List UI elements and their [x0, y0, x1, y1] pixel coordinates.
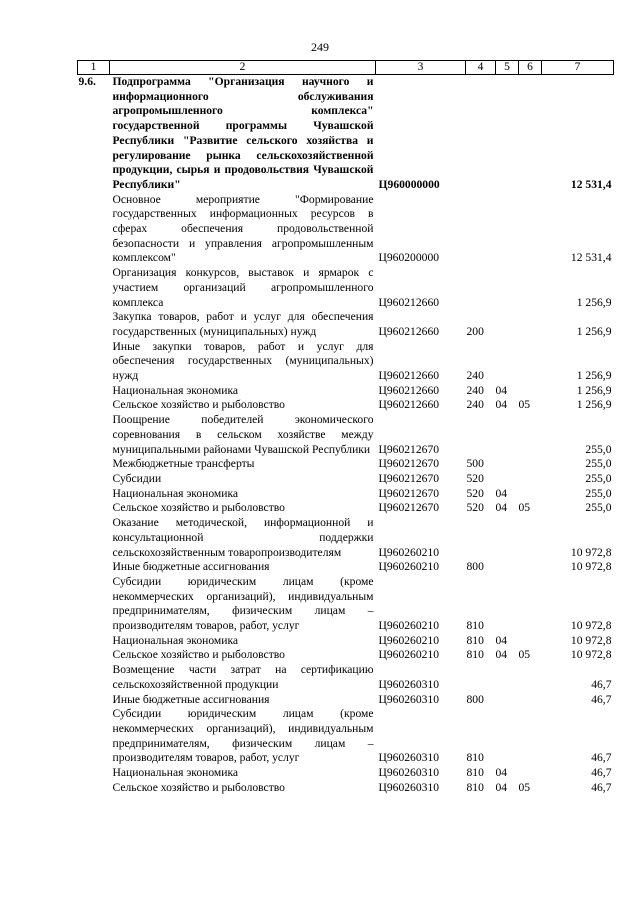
budget-table [77, 60, 614, 795]
row-amount: 255,0 [585, 501, 612, 515]
row-target-code: Ц960212660 [378, 383, 440, 397]
row-expense-type: 240 [466, 369, 484, 383]
row-target-code: Ц960212670 [378, 457, 440, 471]
row-number [78, 693, 110, 708]
row-section [496, 707, 519, 766]
row-description: Субсидии юридическим лицам (кроме некоммерческих организаций), индивидуальным предпринимателям, физическим лицам – производителям товаров, работ, услуг [112, 707, 374, 765]
row-amount: 10 972,8 [570, 560, 612, 574]
row-section: 04 [495, 780, 508, 794]
row-expense-type: 520 [466, 501, 484, 515]
row-number [78, 472, 110, 487]
row-description: Иные закупки товаров, работ и услуг для обеспечения государственных (муниципальных) нужд [112, 339, 374, 383]
row-expense-type: 810 [466, 648, 484, 662]
row-number [78, 648, 110, 663]
row-description: Иные бюджетные ассигнования [112, 692, 270, 706]
row-expense-type: 240 [466, 398, 484, 412]
row-target-code: Ц960260310 [378, 692, 440, 706]
row-expense-type [466, 193, 496, 267]
page-number: 249 [311, 40, 329, 54]
row-number [78, 766, 110, 781]
header-col-1: 1 [78, 61, 110, 75]
row-expense-type: 200 [466, 324, 484, 338]
row-description: Национальная экономика [112, 766, 239, 780]
row-description: Иные бюджетные ассигнования [112, 560, 270, 574]
row-section [496, 310, 519, 339]
row-section [496, 575, 519, 634]
row-section: 04 [495, 501, 508, 515]
row-section [496, 693, 519, 708]
row-number [78, 266, 110, 310]
row-target-code: Ц960212670 [378, 486, 440, 500]
row-target-code: Ц960212660 [378, 398, 440, 412]
table-row [78, 648, 614, 663]
row-subsection [519, 75, 542, 193]
row-amount: 255,0 [585, 471, 612, 485]
row-expense-type [466, 266, 496, 310]
row-subsection [519, 575, 542, 634]
row-description: Субсидии юридическим лицам (кроме некоммерческих организаций), индивидуальным предпринимателям, физическим лицам – производителям товаров, работ, услуг [112, 574, 374, 633]
row-amount: 255,0 [585, 486, 612, 500]
row-description: Основное мероприятие "Формирование государственных информационных ресурсов в сферах обеспечения продовольственной безопасности и управления агропромышленным комплексом" [112, 192, 374, 265]
table-row [78, 310, 614, 339]
row-section [496, 472, 519, 487]
row-expense-type: 810 [466, 780, 484, 794]
row-target-code: Ц960260310 [378, 677, 440, 691]
row-amount: 1 256,9 [576, 383, 612, 397]
row-description: Возмещение части затрат на сертификацию сельскохозяйственной продукции [112, 663, 374, 691]
row-subsection [519, 340, 542, 384]
row-section [496, 75, 519, 193]
row-target-code: Ц960260310 [378, 766, 440, 780]
row-subsection [519, 516, 542, 560]
row-description: Национальная экономика [112, 486, 239, 500]
row-amount: 46,7 [591, 766, 612, 780]
table-row [78, 707, 614, 766]
row-section: 04 [495, 648, 508, 662]
table-row [78, 384, 614, 399]
row-subsection [519, 766, 542, 781]
row-section [496, 516, 519, 560]
row-description: Сельское хозяйство и рыболовство [112, 648, 285, 662]
row-target-code: Ц960212660 [378, 295, 440, 309]
header-col-5: 5 [496, 61, 519, 75]
row-amount: 12 531,4 [570, 251, 612, 265]
row-description: Межбюджетные трансферты [112, 457, 255, 471]
header-col-4: 4 [466, 61, 496, 75]
row-description: Закупка товаров, работ и услуг для обеспечения государственных (муниципальных) нужд [112, 310, 374, 338]
table-row [78, 781, 614, 796]
row-description: Оказание методической, информационной и консультационной поддержки сельскохозяйственным товаропроизводителям [112, 516, 374, 559]
row-number [78, 575, 110, 634]
row-description: Национальная экономика [112, 383, 239, 397]
row-expense-type: 810 [466, 766, 484, 780]
row-description: Организация конкурсов, выставок и ярмарок с участием организаций агропромышленного комплекса [112, 266, 374, 309]
row-subsection [519, 693, 542, 708]
row-section: 04 [495, 383, 508, 397]
row-amount: 46,7 [591, 692, 612, 706]
row-subsection [519, 266, 542, 310]
row-amount: 1 256,9 [576, 295, 612, 309]
table-row [78, 472, 614, 487]
row-number [78, 398, 110, 413]
row-expense-type: 500 [466, 457, 484, 471]
header-col-6: 6 [519, 61, 542, 75]
row-expense-type [466, 663, 496, 692]
row-description: Подпрограмма "Организация научного и информационного обслуживания агропромышленного комплекса" государственной программы Чувашской Республики "Развитие сельского хозяйства и регулирование рынка сельскохозяйственной продукции, сырья и продовольствия Чувашской Республики" [112, 75, 374, 191]
table-row [78, 398, 614, 413]
row-expense-type: 810 [466, 633, 484, 647]
row-number: 9.6. [78, 75, 96, 88]
row-number [78, 457, 110, 472]
table-row [78, 634, 614, 649]
row-target-code: Ц960260210 [378, 633, 440, 647]
row-number [78, 707, 110, 766]
row-description: Субсидии [112, 471, 162, 485]
row-subsection [519, 472, 542, 487]
row-section [496, 560, 519, 575]
row-amount: 1 256,9 [576, 398, 612, 412]
row-section [496, 413, 519, 457]
row-number [78, 560, 110, 575]
row-target-code: Ц960260310 [378, 751, 440, 765]
row-amount: 12 531,4 [570, 177, 612, 191]
table-row [78, 193, 614, 267]
row-amount: 46,7 [591, 780, 612, 794]
row-expense-type: 800 [466, 560, 484, 574]
row-target-code: Ц960260210 [378, 545, 440, 559]
row-number [78, 516, 110, 560]
row-number [78, 310, 110, 339]
row-subsection: 05 [518, 398, 531, 412]
row-amount: 10 972,8 [570, 648, 612, 662]
row-target-code: Ц960000000 [378, 177, 440, 191]
row-subsection [519, 663, 542, 692]
row-description: Сельское хозяйство и рыболовство [112, 780, 285, 794]
header-col-3: 3 [376, 61, 466, 75]
row-section [496, 266, 519, 310]
row-section [496, 457, 519, 472]
row-section: 04 [495, 486, 508, 500]
table-row [78, 487, 614, 502]
table-row [78, 413, 614, 457]
row-description: Поощрение победителей экономического соревнования в сельском хозяйстве между муниципальными районами Чувашской Республики [112, 413, 374, 456]
row-target-code: Ц960260210 [378, 619, 440, 633]
row-section: 04 [495, 766, 508, 780]
row-target-code: Ц960212670 [378, 501, 440, 515]
table-row [78, 516, 614, 560]
row-subsection [519, 193, 542, 267]
row-number [78, 413, 110, 457]
row-number [78, 663, 110, 692]
row-target-code: Ц960212660 [378, 369, 440, 383]
table-row [78, 693, 614, 708]
row-subsection: 05 [518, 780, 531, 794]
row-subsection [519, 310, 542, 339]
row-expense-type: 810 [466, 751, 484, 765]
row-expense-type: 800 [466, 692, 484, 706]
row-number [78, 501, 110, 516]
row-amount: 255,0 [585, 457, 612, 471]
row-section [496, 663, 519, 692]
table-row [78, 560, 614, 575]
row-subsection [519, 560, 542, 575]
row-target-code: Ц960260210 [378, 648, 440, 662]
row-target-code: Ц960260210 [378, 560, 440, 574]
row-target-code: Ц960212670 [378, 471, 440, 485]
row-amount: 1 256,9 [576, 324, 612, 338]
row-subsection [519, 707, 542, 766]
row-amount: 46,7 [591, 677, 612, 691]
row-number [78, 487, 110, 502]
header-col-7: 7 [542, 61, 614, 75]
table-row [78, 75, 614, 193]
row-amount: 10 972,8 [570, 633, 612, 647]
row-description: Сельское хозяйство и рыболовство [112, 398, 285, 412]
row-section: 04 [495, 398, 508, 412]
row-description: Национальная экономика [112, 633, 239, 647]
table-row [78, 766, 614, 781]
row-amount: 255,0 [585, 442, 612, 456]
table-body [78, 75, 614, 796]
row-section [496, 340, 519, 384]
row-expense-type [466, 75, 496, 193]
row-amount: 10 972,8 [570, 619, 612, 633]
row-number [78, 634, 110, 649]
row-number [78, 781, 110, 796]
row-subsection [519, 457, 542, 472]
table-row [78, 663, 614, 692]
table-header [78, 61, 614, 75]
row-expense-type [466, 413, 496, 457]
row-description: Сельское хозяйство и рыболовство [112, 501, 285, 515]
row-amount: 10 972,8 [570, 545, 612, 559]
row-target-code: Ц960200000 [378, 251, 440, 265]
row-subsection [519, 487, 542, 502]
header-col-2: 2 [110, 61, 376, 75]
table-row [78, 501, 614, 516]
row-subsection [519, 634, 542, 649]
row-expense-type: 240 [466, 383, 484, 397]
row-amount: 1 256,9 [576, 369, 612, 383]
row-subsection: 05 [518, 648, 531, 662]
table-row [78, 457, 614, 472]
row-expense-type: 810 [466, 619, 484, 633]
row-target-code: Ц960212660 [378, 324, 440, 338]
row-subsection: 05 [518, 501, 531, 515]
row-section: 04 [495, 633, 508, 647]
row-subsection [519, 413, 542, 457]
row-expense-type: 520 [466, 471, 484, 485]
row-expense-type [466, 516, 496, 560]
row-subsection [519, 384, 542, 399]
row-target-code: Ц960260310 [378, 780, 440, 794]
row-number [78, 193, 110, 267]
table-row [78, 575, 614, 634]
table-row [78, 266, 614, 310]
table-row [78, 340, 614, 384]
row-number [78, 340, 110, 384]
row-amount: 46,7 [591, 751, 612, 765]
row-number [78, 384, 110, 399]
row-target-code: Ц960212670 [378, 442, 440, 456]
row-section [496, 193, 519, 267]
row-expense-type: 520 [466, 486, 484, 500]
